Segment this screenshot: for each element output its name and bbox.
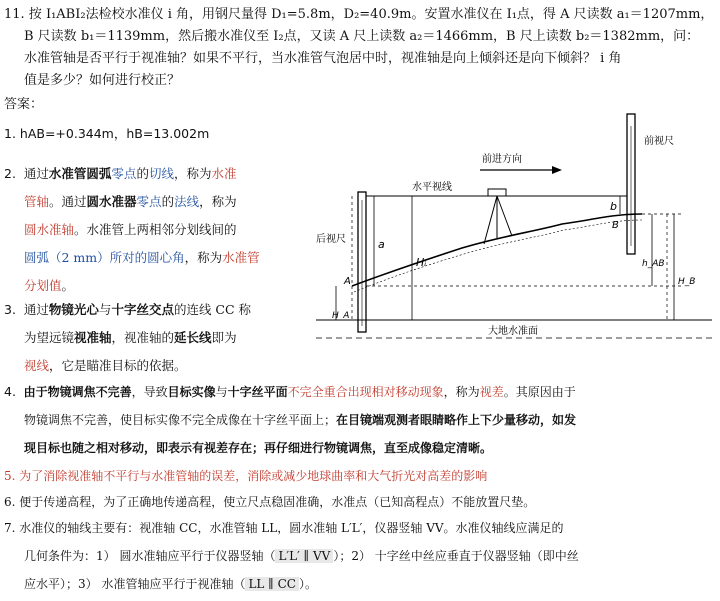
leveling-diagram	[312, 96, 718, 346]
label-a: a	[378, 238, 385, 251]
label-HA: H_A	[332, 311, 350, 321]
answer-7: 7. 水准仪的轴线主要有：视准轴 CC，水准管轴 LL，圆水准轴 L′L′，仪器竖轴 VV。水准仪轴线应满足的 几何条件为：1） 圆水准轴应平行于仪器竖轴（ L′L′ ∥ VV ）；2） 十字丝中丝应垂直于仪器竖轴（即中丝 应水平）；3） 水准管轴应平行于视准轴（ LL ∥ CC ）。	[4, 521, 579, 591]
question-line-1: 11. 按 I₁ABI₂法检校水准仪 i 角，用钢尺量得 D₁=5.8m，D₂=40.9m。安置水准仪在 I₁点，得 A 尺读数 a₁＝1207mm，	[4, 7, 714, 22]
answer-5: 5. 为了消除视准轴不平行与水准管轴的误差，消除或减少地球曲率和大气折光对高差的影响	[4, 469, 488, 483]
question-line-2: B 尺读数 b₁＝1139mm，然后搬水准仪至 I₂点，又读 A 尺上读数 a₂＝1466mm，B 尺上读数 b₂＝1382mm，问：	[24, 29, 700, 44]
datum-label: 大地水准面	[488, 326, 538, 337]
label-b: b	[610, 200, 617, 213]
front-staff-label: 前视尺	[644, 136, 674, 147]
answer-6: 6. 便于传递高程，为了正确地传递高程，使立尺点稳固准确，水准点（已知高程点）不能放置尺垫。	[4, 495, 536, 509]
label-hAB: h_AB	[642, 259, 665, 269]
label-HB: H_B	[678, 277, 696, 287]
question-line-3: 水准管轴是否平行于视准轴？如果不平行，当水准管气泡居中时，视准轴是向上倾斜还是向下倾斜？ i 角	[24, 51, 622, 66]
answer-4: 4. 由于物镜调焦不完善，导致目标实像与十字丝平面不完全重合出现相对移动现象，称为视差。其原因由于 物镜调焦不完善，使目标实像不完全成像在十字丝平面上；在目镜端观测者眼睛略作上下少量移动，如发 现目标也随之相对移动，即表示有视差存在；再仔细进行物镜调焦，直至成像稳定清晰。	[4, 384, 577, 455]
label-A: A	[344, 276, 351, 287]
label-Hi: Hᵢ	[416, 256, 427, 269]
direction-label: 前进方向	[482, 154, 522, 165]
answer-1: 1. hAB=+0.344m，hB=13.002m	[4, 126, 210, 141]
level-instrument	[488, 189, 506, 196]
back-staff-label: 后视尺	[316, 234, 346, 245]
question-line-4: 值是多少？如何进行校正？	[24, 73, 181, 88]
answer-3: 3. 通过物镜光心与十字丝交点的连线 CC 称 为望远镜视准轴，视准轴的延长线即为 视线，它是瞄准目标的依据。	[4, 302, 252, 373]
label-B: B	[612, 220, 619, 231]
horizontal-sight-label: 水平视线	[412, 182, 452, 193]
answer-label: 答案：	[4, 97, 44, 112]
answer-2: 2. 通过水准管圆弧零点的切线，称为水准 管轴。通过圆水准器零点的法线，称为 圆水准轴。水准管上两相邻分划线间的 圆弧（2 mm）所对的圆心角，称为水准管 分划值。	[4, 166, 260, 293]
